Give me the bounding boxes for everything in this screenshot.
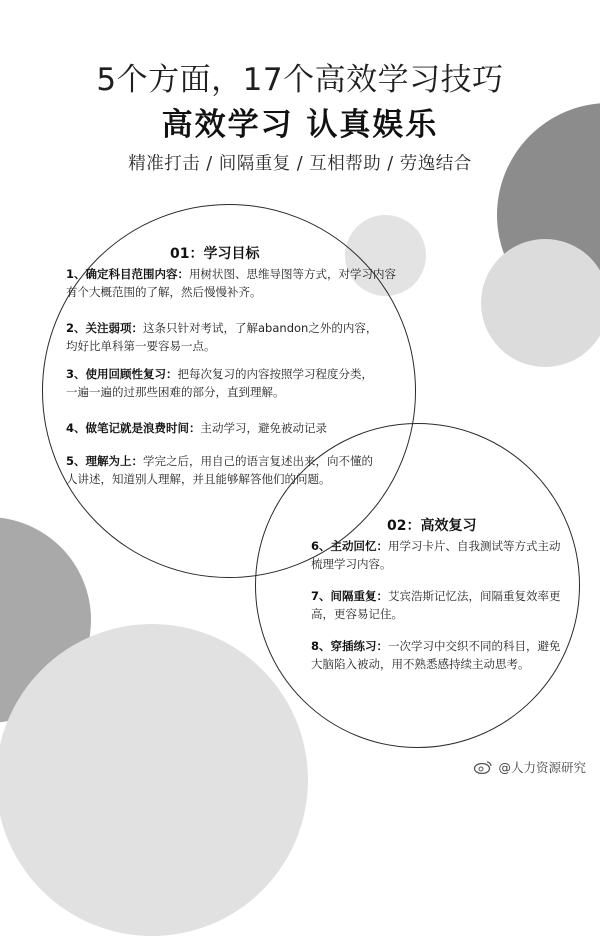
tip-lead: 6、主动回忆： [311, 539, 389, 553]
tip-item [66, 319, 384, 355]
tip-text: 艾宾浩斯记忆法，间隔重复效率更高，更容易记住。 [311, 589, 561, 621]
tip-item [311, 587, 567, 623]
tip-lead: 4、做笔记就是浪费时间： [66, 421, 201, 435]
watermark-handle: @人力资源研究 [498, 760, 586, 775]
tip-item [66, 365, 384, 401]
section1-title: 01：学习目标 [170, 246, 260, 262]
watermark [473, 758, 586, 776]
page-subtitle: 高效学习 认真娱乐 [161, 107, 439, 143]
tip-text: 这条只针对考试，了解abandon之外的内容，均好比单科第一要容易一点。 [66, 321, 378, 353]
tip-text: 一次学习中交织不同的科目，避免大脑陷入被动，用不熟悉感持续主动思考。 [311, 639, 561, 671]
tip-lead: 3、使用回顾性复习： [66, 367, 178, 381]
section2-title: 02：高效复习 [387, 518, 477, 534]
tip-lead: 7、间隔重复： [311, 589, 389, 603]
tip-item [311, 537, 567, 573]
tip-lead: 1、确定科目范围内容： [66, 267, 190, 281]
tip-lead: 5、理解为上： [66, 454, 144, 468]
tip-text: 主动学习，避免被动记录 [200, 421, 328, 435]
tip-lead: 8、穿插练习： [311, 639, 389, 653]
decorative-circle-bottom [0, 624, 308, 936]
tip-text: 用树状图、思维导图等方式，对学习内容有个大概范围的了解，然后慢慢补齐。 [66, 267, 397, 299]
tip-text: 用学习卡片、自我测试等方式主动梳理学习内容。 [311, 539, 561, 571]
page-title: 5个方面，17个高效学习技巧 [96, 62, 504, 98]
tip-text: 学完之后，用自己的语言复述出来，向不懂的人讲述，知道别人理解，并且能够解答他们的问题。 [66, 454, 374, 486]
tip-item [66, 419, 384, 437]
weibo-icon [473, 760, 493, 774]
tip-lead: 2、关注弱项： [66, 321, 144, 335]
tip-text: 把每次复习的内容按照学习程度分类，一遍一遍的过那些困难的部分，直到理解。 [66, 367, 374, 399]
tip-item [66, 452, 384, 488]
tip-item [311, 637, 567, 673]
decorative-circle-light [481, 239, 600, 367]
tagline: 精准打击 / 间隔重复 / 互相帮助 / 劳逸结合 [128, 154, 472, 174]
tip-item [66, 265, 396, 301]
